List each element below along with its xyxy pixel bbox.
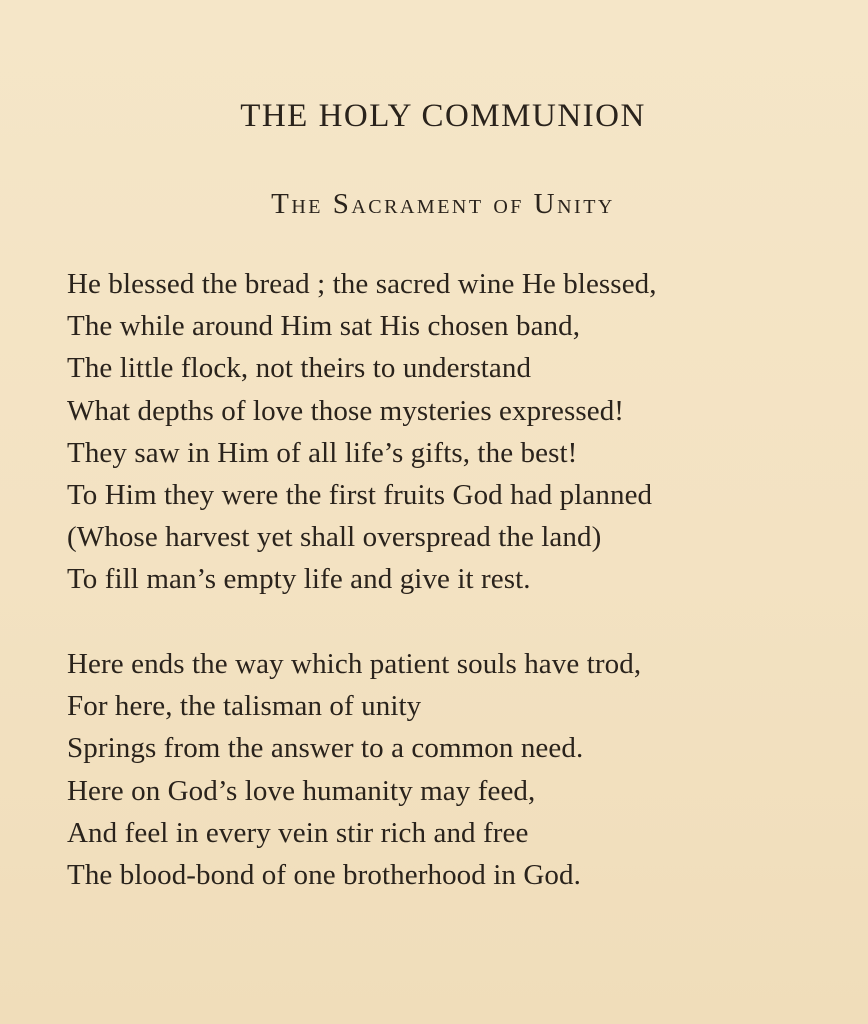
stanza-1 xyxy=(67,263,847,601)
poem-line: For here, the talisman of unity xyxy=(67,690,422,723)
poem-title: THE HOLY COMMUNION xyxy=(240,98,646,134)
poem-line: To Him they were the first fruits God had planned xyxy=(67,479,653,512)
poem-line: The while around Him sat His chosen band, xyxy=(67,310,581,343)
poem-line: Here ends the way which patient souls have trod, xyxy=(67,648,642,680)
poem-line: (Whose harvest yet shall overspread the land) xyxy=(67,521,602,554)
poem-line: And feel in every vein stir rich and free xyxy=(67,816,529,849)
poem-line: They saw in Him of all life’s gifts, the best! xyxy=(67,436,578,469)
poem-line: Springs from the answer to a common need. xyxy=(67,732,584,765)
poem-line: The little flock, not theirs to understand xyxy=(67,352,532,385)
poem-subtitle: The Sacrament of Unity xyxy=(271,188,615,220)
poem-line: What depths of love those mysteries expressed! xyxy=(67,394,625,427)
poem-line: Here on God’s love humanity may feed, xyxy=(67,774,536,807)
stanza-2 xyxy=(67,643,847,896)
poem-line: To fill man’s empty life and give it rest. xyxy=(67,563,531,596)
poem-line: The blood-bond of one brotherhood in God. xyxy=(67,859,581,892)
poem-line: He blessed the bread ; the sacred wine He blessed, xyxy=(67,268,657,300)
